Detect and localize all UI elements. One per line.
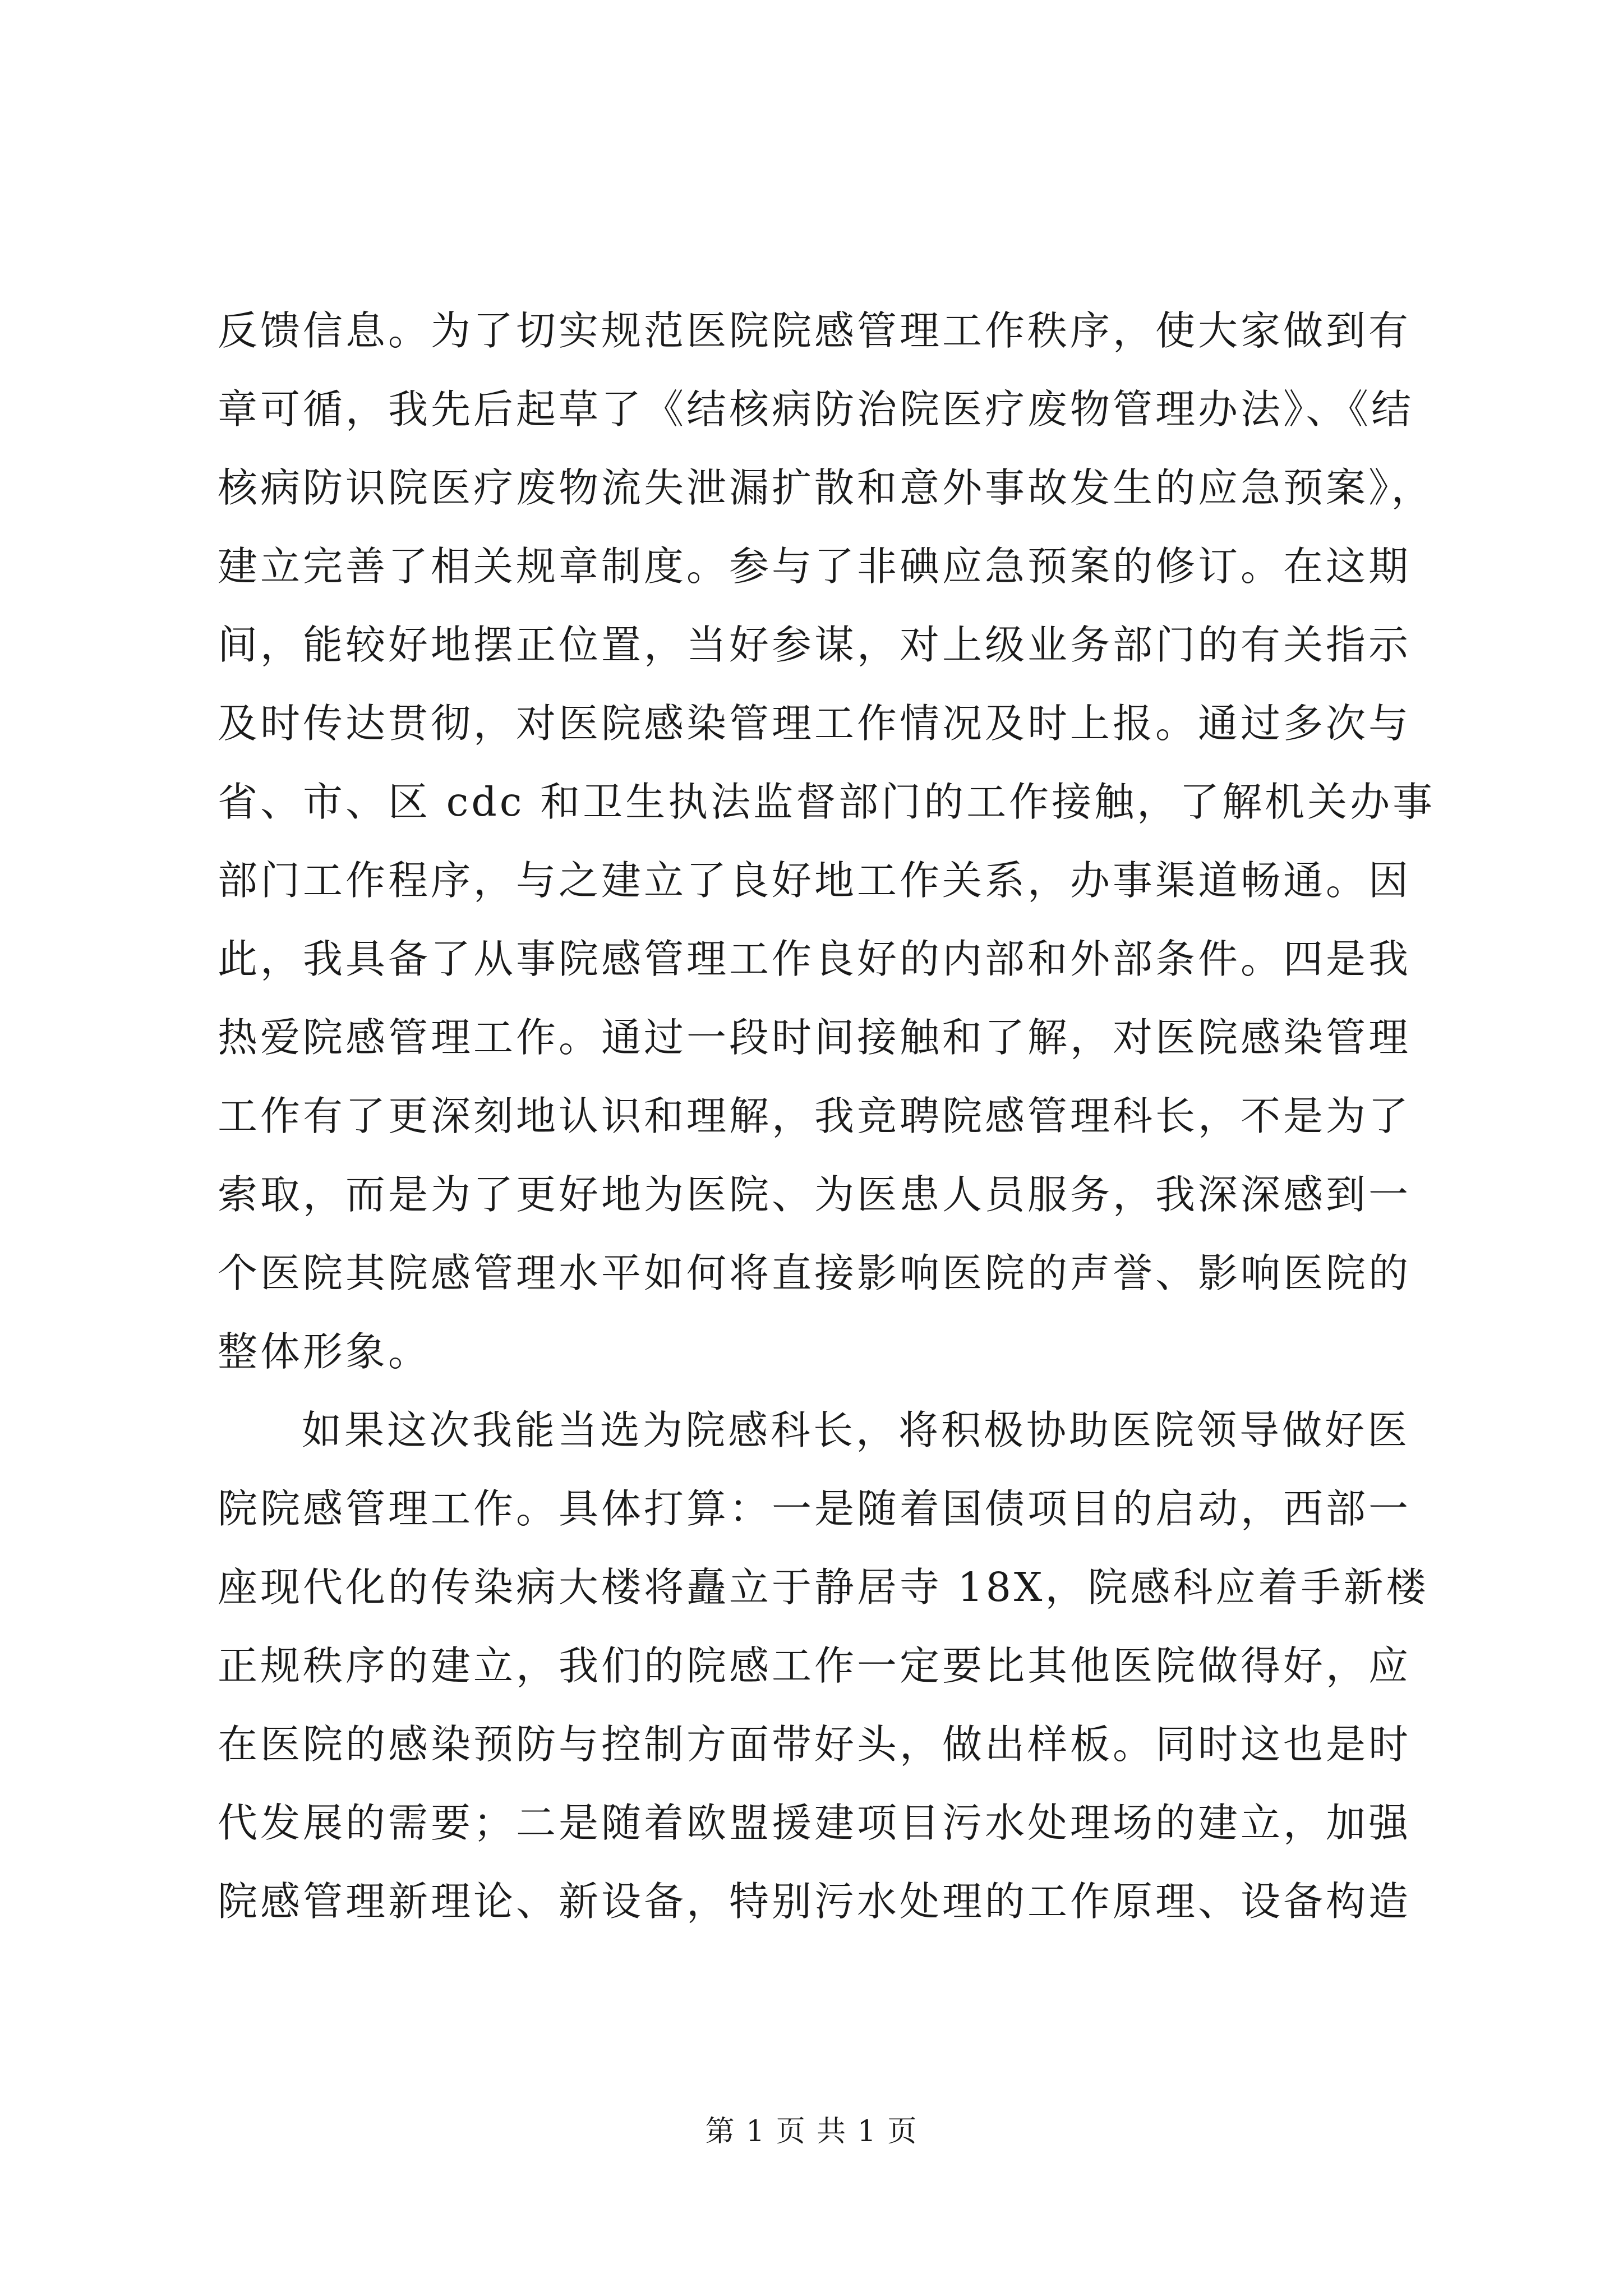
text-line: 个医院其院感管理水平如何将直接影响医院的声誉、影响医院的 xyxy=(218,1250,1412,1296)
text-line: 热爱院感管理工作。通过一段时间接触和了解，对医院感染管理 xyxy=(218,1014,1412,1061)
text-line: 省、市、区 cdc 和卫生执法监督部门的工作接触，了解机关办事 xyxy=(218,779,1436,825)
text-line: 核病防识院医疗废物流失泄漏扩散和意外事故发生的应急预案》， xyxy=(218,464,1434,511)
text-line: 及时传达贯彻，对医院感染管理工作情况及时上报。通过多次与 xyxy=(218,700,1412,747)
text-line: 院院感管理工作。具体打算：一是随着国债项目的启动，西部一 xyxy=(218,1485,1412,1532)
text-line: 座现代化的传染病大楼将矗立于静居寺 18X，院感科应着手新楼 xyxy=(218,1564,1429,1611)
text-line: 索取，而是为了更好地为医院、为医患人员服务，我深深感到一 xyxy=(218,1171,1412,1218)
text-line: 正规秩序的建立，我们的院感工作一定要比其他医院做得好，应 xyxy=(218,1642,1412,1689)
text-line: 工作有了更深刻地认识和理解，我竞聘院感管理科长，不是为了 xyxy=(218,1093,1412,1139)
text-line: 整体形象。 xyxy=(218,1328,431,1375)
body-text xyxy=(218,292,1440,1941)
text-line: 代发展的需要；二是随着欧盟援建项目污水处理场的建立，加强 xyxy=(218,1800,1412,1846)
paragraph-start-line: 如果这次我能当选为院感科长，将积极协助医院领导做好医 xyxy=(302,1407,1410,1453)
text-line: 反馈信息。为了切实规范医院院感管理工作秩序，使大家做到有 xyxy=(218,307,1412,354)
text-line: 院感管理新理论、新设备，特别污水处理的工作原理、设备构造 xyxy=(218,1878,1412,1925)
text-line: 部门工作程序，与之建立了良好地工作关系，办事渠道畅通。因 xyxy=(218,857,1412,904)
text-line: 此，我具备了从事院感管理工作良好的内部和外部条件。四是我 xyxy=(218,936,1412,982)
text-line: 章可循，我先后起草了《结核病防治院医疗废物管理办法》、《结 xyxy=(218,386,1414,432)
page-footer: 第 1 页 共 1 页 xyxy=(705,2115,918,2148)
text-line: 在医院的感染预防与控制方面带好头，做出样板。同时这也是时 xyxy=(218,1721,1412,1768)
text-line: 间，能较好地摆正位置，当好参谋，对上级业务部门的有关指示 xyxy=(218,622,1412,668)
text-line: 建立完善了相关规章制度。参与了非碘应急预案的修订。在这期 xyxy=(218,543,1412,590)
